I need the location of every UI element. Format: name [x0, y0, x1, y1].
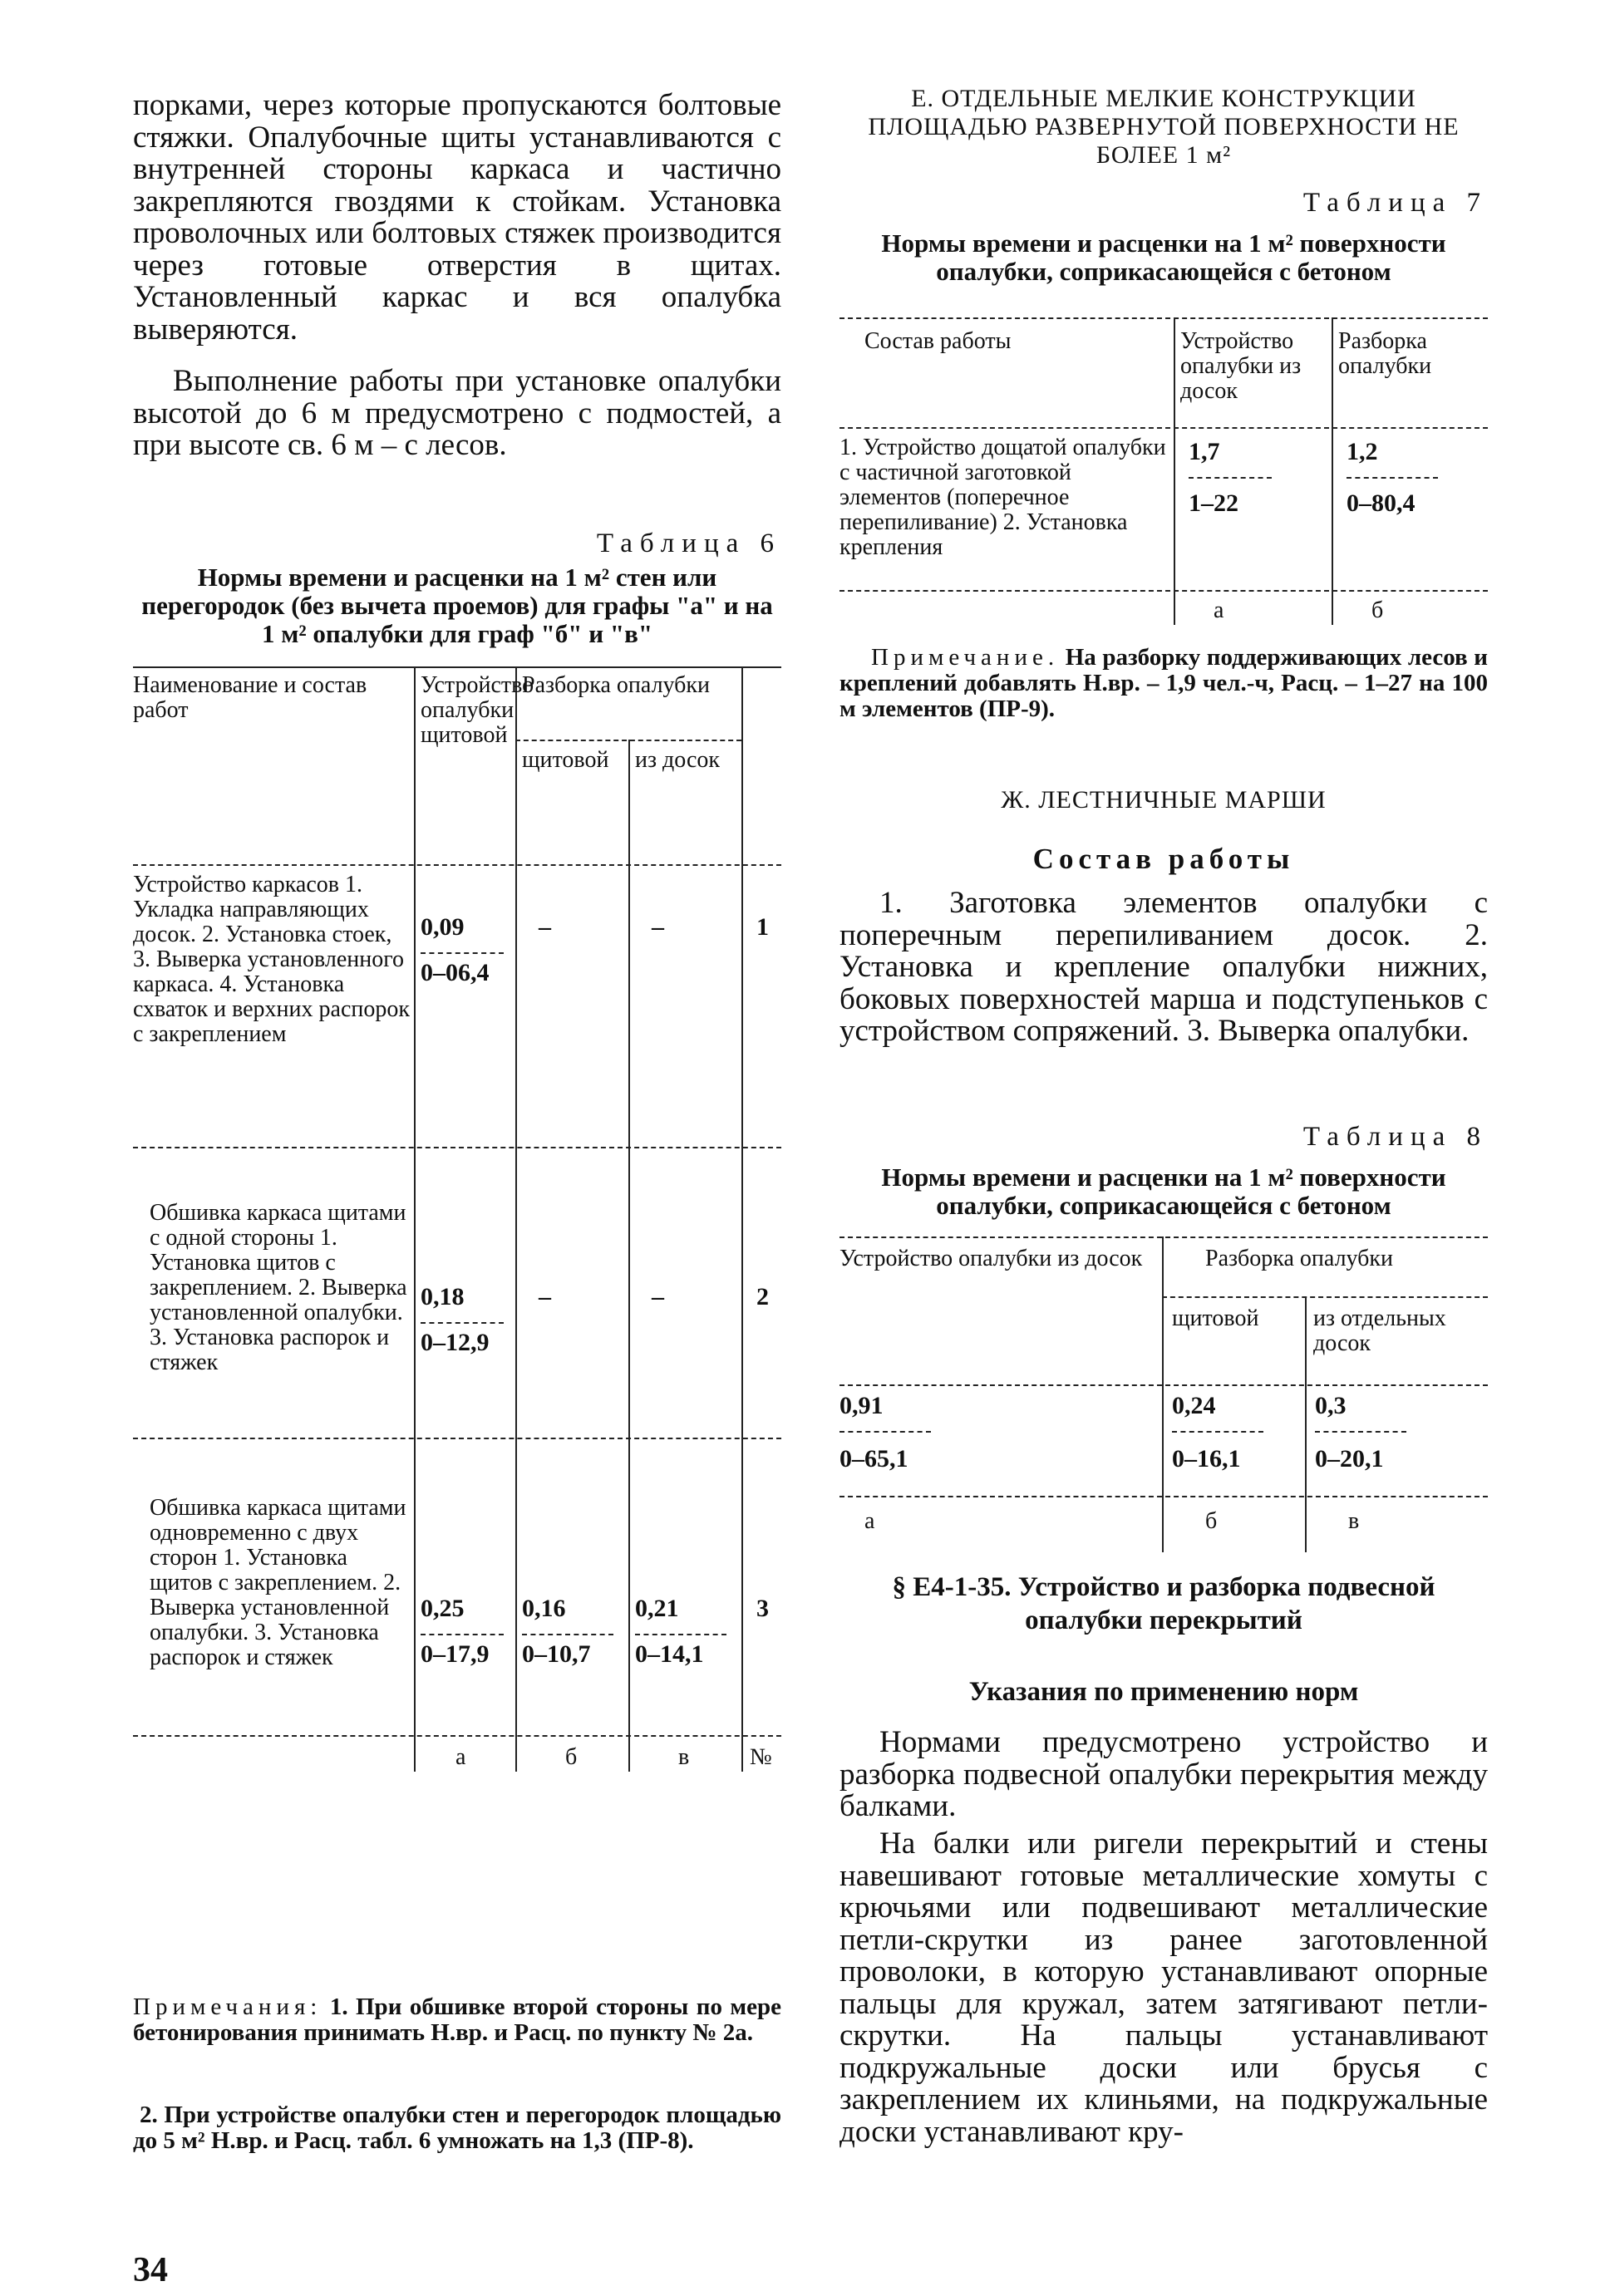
table8-vrule-v [1305, 1296, 1307, 1552]
table7-label: Таблица 7 [1302, 188, 1488, 218]
table6-vrule-no [741, 666, 743, 1772]
table6-row1-v: – [652, 913, 664, 941]
table6-vrule-a [414, 666, 416, 1772]
section-zh-heading: Ж. ЛЕСТНИЧНЫЕ МАРШИ [1001, 786, 1327, 814]
table6-row2-v: – [652, 1283, 664, 1310]
notes-label: Примечания: [133, 1994, 322, 2020]
table8-body-rule [839, 1496, 1488, 1497]
table7-footer-b: б [1371, 597, 1384, 623]
paragraph-norms-scope: Нормами предусмотрено устройство и разборка подвесной опалубки перекрытия между балками. [839, 1725, 1488, 1823]
table8-caption: Нормы времени и расценки на 1 м² поверхности опалубки, соприкасающейся с бетоном [881, 1163, 1446, 1220]
work-composition-heading: Состав работы [1032, 843, 1295, 875]
table8-a-norm: 0,91 [839, 1392, 884, 1419]
table8-a-divider [839, 1431, 931, 1433]
table7-vrule-a [1174, 317, 1175, 625]
table6-row2-rule [133, 1438, 781, 1439]
table8-v-price: 0–20,1 [1315, 1445, 1384, 1472]
page-number: 34 [133, 2251, 168, 2289]
table8-a-price: 0–65,1 [839, 1445, 908, 1472]
table7-footer-a: а [1214, 597, 1224, 623]
table6-row3-a-price: 0–17,9 [421, 1640, 490, 1668]
table6-vrule-v [628, 740, 630, 1772]
table6-header-dismantle: Разборка опалубки [522, 672, 711, 698]
table7-header-rule [839, 427, 1488, 429]
table6-notes [133, 1994, 781, 2046]
paragraph-frame-description: порками, через которые пропускаются болтовые стяжки. Опалубочные щиты устанавливаются с внутренней стороны каркаса и частично закрепляются гвоздями к стойкам. Установка проволочных или болтовых стяжек производится через готовые отверстия в щитах. Установленный каркас и вся опалубка выверяются. [133, 88, 781, 347]
table7-b-norm: 1,2 [1347, 438, 1378, 465]
table6-row2-a-norm: 0,18 [421, 1283, 465, 1310]
table6-row1-a-norm: 0,09 [421, 913, 465, 941]
table6-row1-b: – [539, 913, 551, 941]
table6-row3-v-divider [635, 1634, 726, 1635]
table7-body-rule [839, 590, 1488, 592]
table6-row1-a-price: 0–06,4 [421, 959, 490, 986]
table7-note [839, 645, 1488, 722]
table6-label: Таблица 6 [596, 529, 781, 558]
table7-row-text: 1. Устройство дощатой опалубки с частичной заготовкой элементов (поперечное перепиливание) 2. Установка крепления [839, 435, 1166, 560]
table7-top-rule [839, 317, 1488, 319]
table6-header-boards: из досок [635, 747, 721, 773]
table6-row3-v-norm: 0,21 [635, 1595, 679, 1622]
table8-footer-a: а [864, 1508, 875, 1534]
table6-row1-rule [133, 1147, 781, 1148]
table7-a-divider [1189, 477, 1272, 479]
table6-row3-v-price: 0–14,1 [635, 1640, 704, 1668]
table6-row3-text: Обшивка каркаса щитами одновременно с двух сторон 1. Установка щитов с закреплением. 2. Выверка установленной опалубки. 3. Установка распорок и стяжек [150, 1495, 406, 1670]
table7-vrule-b [1332, 317, 1333, 625]
table6-row2-a-price: 0–12,9 [421, 1329, 490, 1356]
table8-top-rule [839, 1236, 1488, 1238]
section-e-heading: Е. ОТДЕЛЬНЫЕ МЕЛКИЕ КОНСТРУКЦИИ ПЛОЩАДЬЮ РАЗВЕРНУТОЙ ПОВЕРХНОСТИ НЕ БОЛЕЕ 1 м² [868, 85, 1460, 169]
table8-b-price: 0–16,1 [1172, 1445, 1241, 1472]
table7-note-text: На разборку поддерживающих лесов и креплений добавлять Н.вр. – 1,9 чел.-ч, Расц. – 1–27 на 100 м элементов (ПР-9). [839, 644, 1488, 722]
table6-caption: Нормы времени и расценки на 1 м² стен или перегородок (без вычета проемов) для графы "а" и на 1 м² опалубки для граф "б" и "в" [141, 563, 773, 648]
paragraph-stairs-work: 1. Заготовка элементов опалубки с поперечным перепиливанием досок. 2. Установка и крепление опалубки нижних, боковых поверхностей марша и подступеньков с устройством сопряжений. 3. Выверка опалубки. [839, 886, 1488, 1048]
table7-header-dismantle: Разборка опалубки [1338, 328, 1432, 379]
table6-row3-b-divider [522, 1634, 613, 1635]
table8-label: Таблица 8 [1302, 1122, 1488, 1152]
note-2: 2. При устройстве опалубки стен и перегородок площадью до 5 м² Н.вр. и Расц. табл. 6 умножать на 1,3 (ПР-8). [133, 2102, 781, 2154]
table6-row3-rule [133, 1735, 781, 1737]
table8-header-install: Устройство опалубки из досок [839, 1246, 1143, 1271]
table6-header-rule [133, 864, 781, 866]
table7-a-price: 1–22 [1189, 489, 1238, 517]
table6-footer-no: № [750, 1744, 772, 1770]
paragraph-beams-procedure: На балки или ригели перекрытий и стены навешивают готовые металлические хомуты с крючьями или подвешивают металлические петли-скрутки из ранее заготовленной проволоки, в которую устанавливают опорные пальцы для кружал, затем затягивают петли-скрутки. На пальцы устанавливают подкружальные доски или брусья с закреплением их клиньями, на подкружальные доски устанавливают кру- [839, 1826, 1488, 2149]
note-1: 1. При обшивке второй стороны по мере бетонирования принимать Н.вр. и Расц. по пункту № 2а. [133, 1994, 782, 2046]
table6-footer-a: а [455, 1744, 466, 1770]
usage-instructions-heading: Указания по применению норм [968, 1677, 1359, 1707]
table8-footer-v: в [1348, 1508, 1360, 1534]
table6-header-install: Устройство опалубки щитовой [421, 672, 534, 748]
table7-header-install: Устройство опалубки из досок [1180, 328, 1302, 404]
table6-row3-b-norm: 0,16 [522, 1595, 566, 1622]
table7-caption: Нормы времени и расценки на 1 м² поверхности опалубки, соприкасающейся с бетоном [881, 229, 1446, 286]
table7-b-divider [1347, 477, 1438, 479]
table6-footer-v: в [678, 1744, 690, 1770]
table6-row2-a-divider [421, 1322, 504, 1324]
table6-row2-no: 2 [756, 1283, 769, 1310]
paragraph-scaffold-note: Выполнение работы при установке опалубки высотой до 6 м предусмотрено с подмостей, а при высоте св. 6 м – с лесов. [133, 364, 781, 462]
table8-v-divider [1315, 1431, 1406, 1433]
table8-b-divider [1172, 1431, 1263, 1433]
table8-header-rule [839, 1384, 1488, 1386]
table6-row1-no: 1 [756, 913, 769, 941]
table6-row3-a-divider [421, 1634, 504, 1635]
table6-footer-b: б [565, 1744, 578, 1770]
table8-header-dismantle: Разборка опалубки [1205, 1246, 1394, 1271]
table8-header-separate: из отдельных досок [1313, 1305, 1446, 1356]
table6-header-shield: щитовой [522, 747, 609, 773]
table7-b-price: 0–80,4 [1347, 489, 1416, 517]
table7-a-norm: 1,7 [1189, 438, 1220, 465]
table7-note-label: Примечание. [871, 644, 1060, 671]
table6-top-rule [133, 666, 781, 668]
table6-header-name: Наименование и состав работ [133, 672, 367, 723]
table8-v-norm: 0,3 [1315, 1392, 1347, 1419]
table8-b-norm: 0,24 [1172, 1392, 1216, 1419]
table6-row3-a-norm: 0,25 [421, 1595, 465, 1622]
table6-vrule-b [515, 666, 517, 1772]
table8-subheader-rule [1162, 1296, 1488, 1298]
table8-footer-b: б [1205, 1508, 1218, 1534]
table6-row1-a-divider [421, 952, 504, 954]
table8-vrule-b [1162, 1236, 1164, 1552]
table6-row1-text: Устройство каркасов 1. Укладка направляющих досок. 2. Установка стоек, 3. Выверка установленного каркаса. 4. Установка схваток и верхних распорок с закреплением [133, 872, 410, 1047]
section-e4-1-35-title: § Е4-1-35. Устройство и разборка подвесной опалубки перекрытий [892, 1572, 1435, 1635]
table6-row2-b: – [539, 1283, 551, 1310]
table6-row3-b-price: 0–10,7 [522, 1640, 591, 1668]
table7-header-work: Состав работы [864, 328, 1012, 354]
table6-row3-no: 3 [756, 1595, 769, 1622]
table8-header-shield: щитовой [1172, 1305, 1259, 1331]
table6-row2-text: Обшивка каркаса щитами с одной стороны 1. Установка щитов с закреплением. 2. Выверка установленной опалубки. 3. Установка распорок и стяжек [150, 1200, 407, 1375]
table6-subheader-rule [515, 740, 741, 741]
